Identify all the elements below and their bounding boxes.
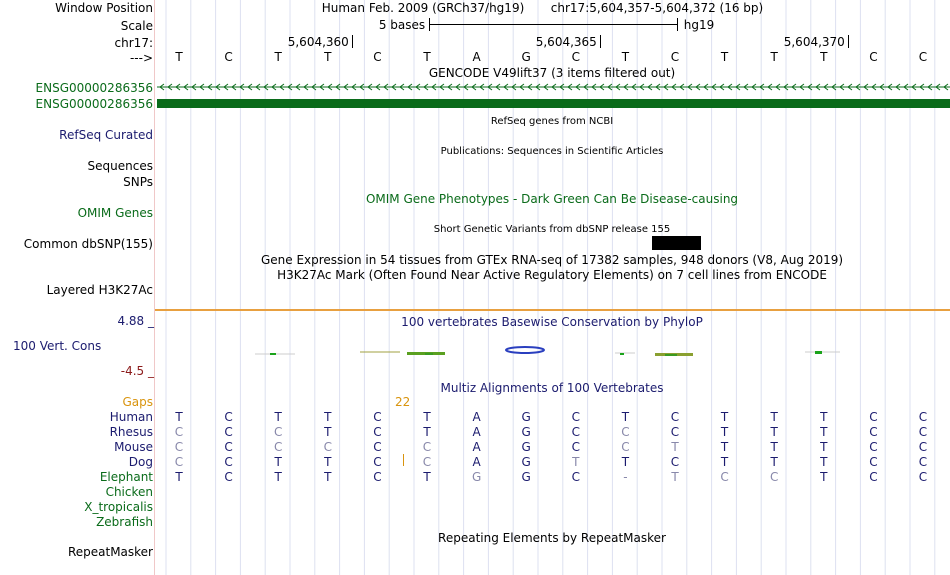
gaps-label[interactable]: Gaps	[122, 395, 153, 409]
ruler-base: C	[571, 50, 580, 64]
alignment-base: C	[670, 455, 680, 469]
alignment-base: T	[423, 425, 431, 439]
cons-label[interactable]: 100 Vert. Cons	[13, 339, 102, 353]
alignment-base: C	[224, 410, 233, 424]
alignment-base: C	[918, 470, 928, 484]
alignment-base: T	[820, 410, 828, 424]
multiz-title: Multiz Alignments of 100 Vertebrates	[440, 381, 664, 395]
alignment-base: C	[869, 425, 878, 439]
gtex-title: Gene Expression in 54 tissues from GTEx RNA-seq of 17382 samples, 948 donors (V8, Aug 2019)	[260, 253, 844, 267]
scale-bar-left-tick	[429, 18, 430, 31]
ruler-base: C	[918, 50, 928, 64]
ruler-coord-tick	[848, 35, 849, 48]
species-label[interactable]: Chicken	[105, 485, 153, 499]
species-label[interactable]: Elephant	[99, 470, 153, 484]
dbsnp-variant-block[interactable]	[652, 236, 701, 250]
alignment-base: T	[324, 410, 332, 424]
ruler-coord-label: 5,604,370	[783, 35, 845, 49]
species-label[interactable]: Human	[109, 410, 153, 424]
alignment-base: C	[422, 440, 432, 454]
ruler-coord-label: 5,604,365	[535, 35, 597, 49]
alignment-base: T	[770, 440, 778, 454]
alignment-base: T	[423, 410, 431, 424]
alignment-base: C	[224, 425, 233, 439]
ruler-base: G	[521, 50, 531, 64]
alignment-base: C	[224, 455, 233, 469]
alignment-base: C	[571, 440, 580, 454]
alignment-base: C	[720, 470, 729, 484]
ruler-base: T	[770, 50, 778, 64]
chrom-label: chr17:	[114, 36, 153, 50]
alignment-base: T	[274, 470, 282, 484]
alignment-base: G	[521, 440, 531, 454]
alignment-base: C	[918, 425, 928, 439]
species-label[interactable]: Zebrafish	[96, 515, 153, 529]
ruler-base: T	[820, 50, 828, 64]
h3k27ac-label[interactable]: Layered H3K27Ac	[46, 283, 153, 297]
alignment-base: G	[521, 470, 531, 484]
alignment-base: C	[373, 455, 382, 469]
alignment-base: C	[670, 410, 680, 424]
gene-intron-arrows[interactable]	[157, 81, 950, 93]
ruler-base: C	[670, 50, 680, 64]
gap-count: 22	[395, 395, 411, 409]
publications-title: Publications: Sequences in Scientific Articles	[440, 146, 664, 157]
ruler-base: T	[274, 50, 282, 64]
alignment-base: T	[820, 425, 828, 439]
gene-exon-block[interactable]	[157, 99, 950, 108]
ruler-base: C	[869, 50, 878, 64]
cons-min-value: -4.5 _	[120, 364, 154, 378]
alignment-base: G	[521, 410, 531, 424]
alignment-base: C	[174, 425, 184, 439]
alignment-base: T	[770, 425, 778, 439]
alignment-base: C	[918, 440, 928, 454]
scale-bar-text: 5 bases	[378, 18, 426, 32]
alignment-base: -	[623, 470, 628, 484]
alignment-base: T	[671, 440, 679, 454]
ruler-base: T	[175, 50, 183, 64]
dbsnp-label[interactable]: Common dbSNP(155)	[23, 237, 153, 251]
strand-label: --->	[129, 51, 153, 65]
alignment-base: C	[571, 410, 580, 424]
refseq-title: RefSeq genes from NCBI	[490, 116, 614, 127]
alignment-base: C	[869, 470, 878, 484]
repeatmasker-title: Repeating Elements by RepeatMasker	[438, 531, 666, 545]
alignment-base: A	[472, 455, 481, 469]
alignment-base: C	[373, 425, 382, 439]
alignment-base: C	[273, 440, 283, 454]
alignment-base: T	[820, 440, 828, 454]
alignment-base: T	[175, 470, 183, 484]
omim-label[interactable]: OMIM Genes	[77, 206, 153, 220]
ruler-coord-label: 5,604,360	[287, 35, 349, 49]
dbsnp-title: Short Genetic Variants from dbSNP release 155	[433, 224, 671, 235]
species-label[interactable]: Mouse	[114, 440, 153, 454]
omim-title: OMIM Gene Phenotypes - Dark Green Can Be Disease-causing	[365, 192, 739, 206]
alignment-base: T	[720, 425, 729, 439]
alignment-base: C	[571, 470, 580, 484]
species-label[interactable]: Rhesus	[109, 425, 153, 439]
alignment-base: C	[273, 425, 283, 439]
alignment-base: C	[621, 440, 630, 454]
alignment-base: G	[521, 455, 531, 469]
alignment-base: T	[770, 410, 778, 424]
ruler-coord-tick	[600, 35, 601, 48]
ruler-base: C	[373, 50, 382, 64]
alignment-base: T	[274, 455, 282, 469]
label-column-separator	[154, 0, 155, 575]
alignment-base: A	[472, 410, 481, 424]
ruler-coord-tick	[352, 35, 353, 48]
ruler-base: A	[472, 50, 481, 64]
ruler-base: T	[423, 50, 431, 64]
alignment-base: T	[720, 455, 729, 469]
ruler-base: T	[720, 50, 729, 64]
snps-label[interactable]: SNPs	[123, 175, 153, 189]
alignment-base: T	[621, 410, 630, 424]
ruler-base: T	[621, 50, 630, 64]
ruler-base: T	[324, 50, 332, 64]
alignment-base: C	[373, 410, 382, 424]
alignment-base: T	[423, 470, 431, 484]
alignment-base: C	[621, 425, 630, 439]
alignment-base: C	[918, 410, 928, 424]
repeatmasker-label[interactable]: RepeatMasker	[67, 545, 153, 559]
alignment-base: C	[224, 440, 233, 454]
alignment-base: T	[324, 470, 332, 484]
refseq-label[interactable]: RefSeq Curated	[59, 128, 153, 142]
alignment-base: C	[422, 455, 432, 469]
alignment-base: C	[869, 455, 878, 469]
ruler-base: C	[224, 50, 233, 64]
gencode-title: GENCODE V49lift37 (3 items filtered out)	[428, 66, 676, 80]
alignment-base: T	[820, 470, 828, 484]
alignment-base: C	[373, 440, 382, 454]
alignment-base: C	[174, 440, 184, 454]
alignment-base: C	[323, 440, 332, 454]
alignment-base: C	[224, 470, 233, 484]
alignment-base: C	[373, 470, 382, 484]
alignment-base: T	[820, 455, 828, 469]
alignment-base: T	[324, 455, 332, 469]
scale-label: Scale	[120, 19, 153, 33]
scale-db: hg19	[683, 18, 715, 32]
phylop-wiggle	[155, 340, 950, 364]
alignment-base: T	[572, 455, 580, 469]
alignment-base: G	[471, 470, 482, 484]
gene-id-label-1[interactable]: ENSG00000286356	[35, 81, 153, 95]
scale-bar-right-tick	[677, 18, 678, 31]
alignment-base: C	[571, 425, 580, 439]
h3k27ac-title: H3K27Ac Mark (Often Found Near Active Regulatory Elements) on 7 cell lines from ENCODE	[277, 268, 827, 282]
alignment-base: C	[869, 410, 878, 424]
dog-gap-marker	[403, 454, 404, 466]
alignment-base: T	[720, 440, 729, 454]
alignment-base: A	[472, 440, 481, 454]
species-label[interactable]: X_tropicalis	[84, 500, 153, 514]
species-label[interactable]: Dog	[128, 455, 153, 469]
alignment-base: T	[274, 410, 282, 424]
alignment-base: C	[174, 455, 184, 469]
alignment-base: C	[670, 425, 680, 439]
cons-max-value: 4.88 _	[117, 314, 154, 328]
alignment-base: T	[720, 410, 729, 424]
assembly-title: Human Feb. 2009 (GRCh37/hg19)	[321, 1, 525, 15]
alignment-base: T	[770, 455, 778, 469]
alignment-base: T	[324, 425, 332, 439]
alignment-base: T	[671, 470, 679, 484]
alignment-base: A	[472, 425, 481, 439]
alignment-base: G	[521, 425, 531, 439]
alignment-base: C	[769, 470, 779, 484]
alignment-base: C	[869, 440, 878, 454]
alignment-base: T	[621, 455, 630, 469]
window-position-label: Window Position	[55, 1, 153, 15]
position-readout: chr17:5,604,357-5,604,372 (16 bp)	[550, 1, 764, 15]
alignment-base: C	[918, 455, 928, 469]
h3k27ac-signal-line	[155, 309, 950, 311]
gene-id-label-2[interactable]: ENSG00000286356	[35, 97, 153, 111]
alignment-base: T	[175, 410, 183, 424]
scale-bar	[429, 24, 678, 25]
sequences-label[interactable]: Sequences	[87, 159, 153, 173]
phylop-title: 100 vertebrates Basewise Conservation by PhyloP	[401, 315, 703, 329]
